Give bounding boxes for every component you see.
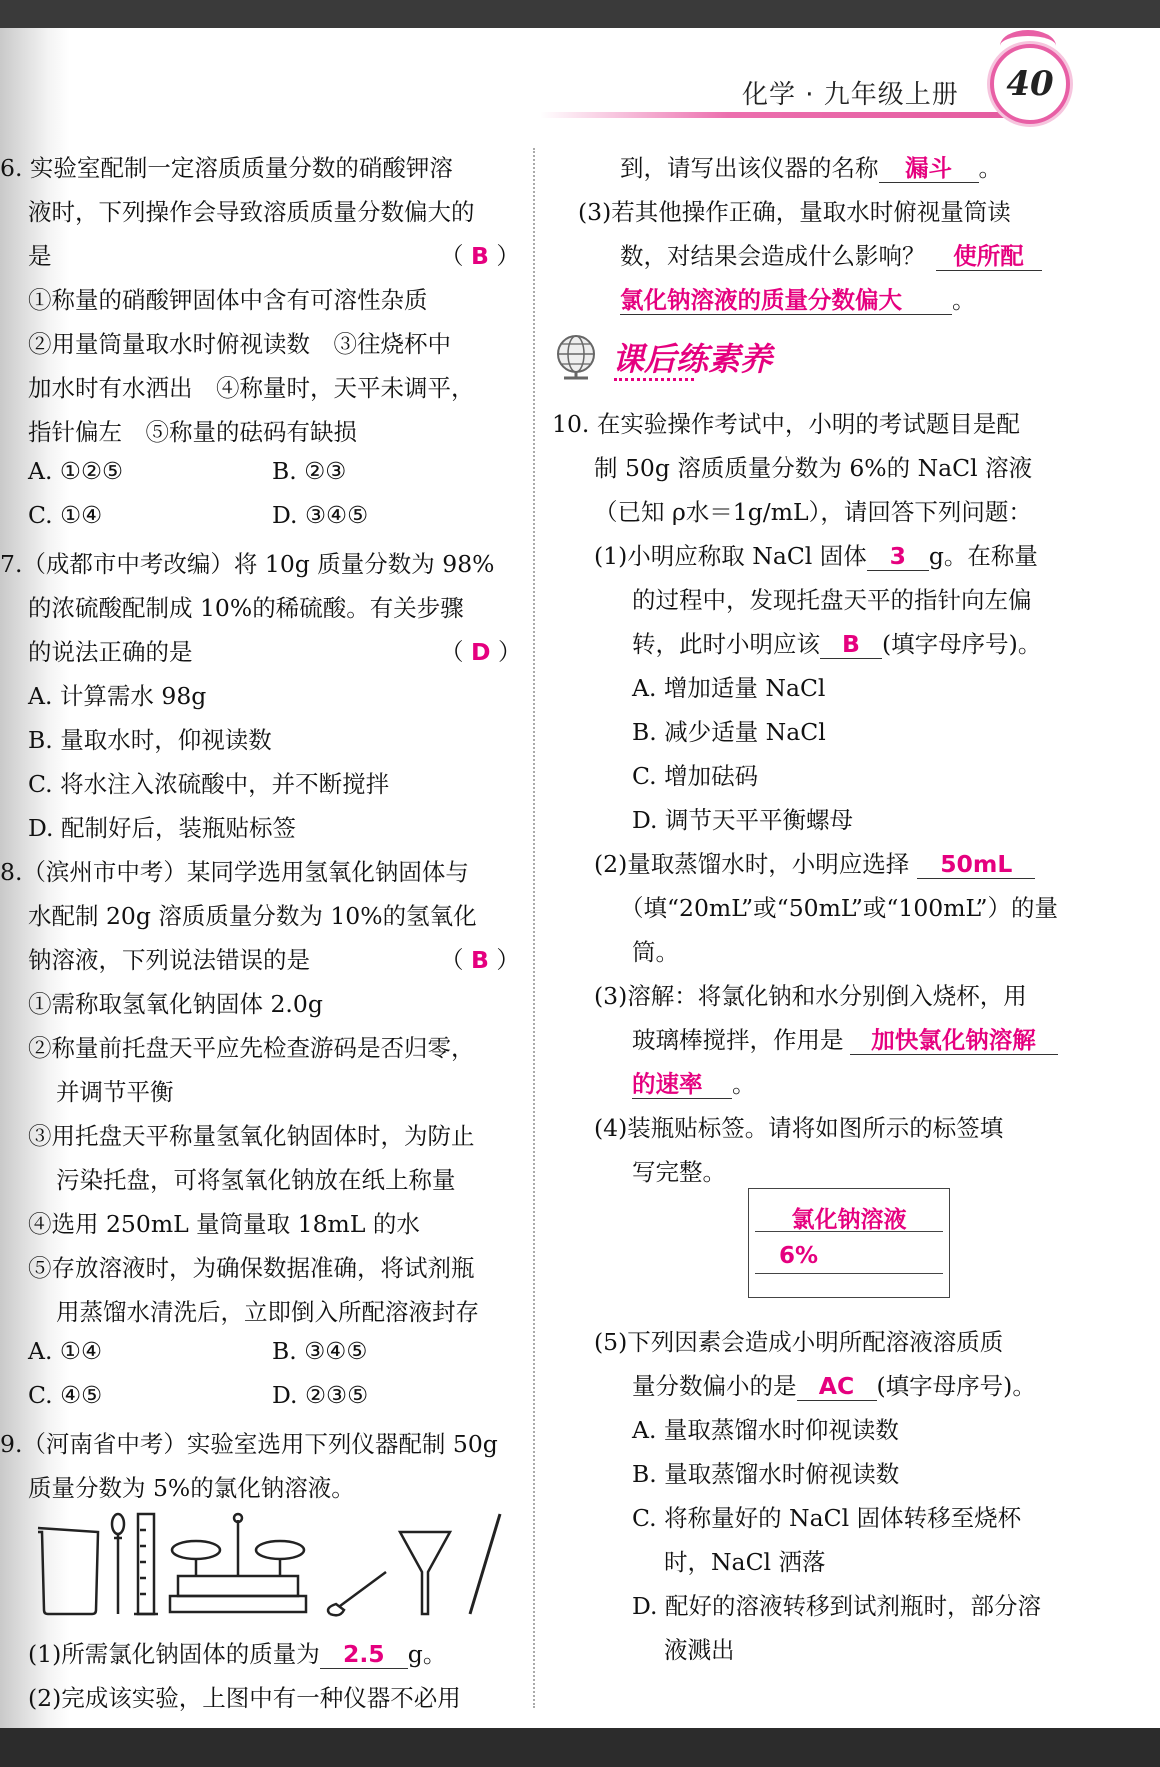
q6-option-c: C. ①④: [28, 501, 103, 529]
lab-instruments-illustration: [30, 1510, 520, 1620]
q10-part5-text: 量分数偏小的是: [632, 1372, 797, 1400]
q10-part1-option-c: C. 增加砝码: [632, 762, 759, 790]
bottom-bar: [0, 1728, 1160, 1767]
q8-option-d: D. ②③⑤: [272, 1381, 369, 1409]
funnel-icon: [400, 1532, 450, 1614]
reagent-label-concentration: 6%: [779, 1243, 819, 1269]
q10-part5-option-d-cont: 液溅出: [664, 1636, 735, 1664]
q10-part3-text: 玻璃棒搅拌，作用是: [632, 1026, 844, 1054]
q7-option-b: B. 量取水时，仰视读数: [28, 726, 272, 754]
q10-part1-text3: 转，此时小明应该: [632, 630, 820, 658]
q10-line1: 10. 在实验操作考试中，小明的考试题目是配: [552, 410, 1020, 438]
q10-part3-line1: (3)溶解：将氯化钠和水分别倒入烧杯，用: [594, 982, 1027, 1010]
q10-part5-option-a: A. 量取蒸馏水时仰视读数: [632, 1416, 899, 1444]
beaker-icon: [38, 1528, 98, 1614]
q8-statement2: ②称量前托盘天平应先检查游码是否归零，: [28, 1034, 475, 1062]
q10-part4-line2: 写完整。: [632, 1158, 726, 1186]
reagent-label-line2: [755, 1243, 943, 1274]
q6-line3: 是: [28, 242, 52, 270]
q8-option-a: A. ①④: [28, 1337, 103, 1365]
reagent-label-line1: [755, 1201, 943, 1232]
q9-line1: 9.（河南省中考）实验室选用下列仪器配制 50g: [0, 1430, 498, 1458]
q9-part1-answer: 2.5: [320, 1642, 408, 1669]
q8-line3: 钠溶液，下列说法错误的是: [28, 946, 310, 974]
q6-option-b: B. ②③: [272, 457, 347, 485]
q6-statement1: ①称量的硝酸钾固体中含有可溶性杂质: [28, 286, 428, 314]
q6-statement3: 加水时有水洒出 ④称量时，天平未调平，: [28, 374, 475, 402]
q10-part2-answer: 50mL: [917, 852, 1035, 879]
q8-answer-paren: （ B ）: [440, 946, 520, 974]
page-number: 40: [1006, 64, 1054, 104]
q8-line2: 水配制 20g 溶质质量分数为 10%的氢氧化: [28, 902, 477, 930]
q10-line2: 制 50g 溶质质量分数为 6%的 NaCl 溶液: [594, 454, 1033, 482]
q8-statement2-cont: 并调节平衡: [56, 1078, 174, 1106]
q8-statement1: ①需称取氢氧化钠固体 2.0g: [28, 990, 323, 1018]
q9-cont-text: 到，请写出该仪器的名称: [620, 154, 879, 182]
column-divider: [533, 148, 535, 1708]
q7-answer-paren: （ D ）: [440, 638, 522, 666]
q9-part2: (2)完成该实验，上图中有一种仪器不必用: [28, 1684, 461, 1712]
q6-answer-paren: （ B ）: [440, 242, 520, 270]
q7-option-d: D. 配制好后，装瓶贴标签: [28, 814, 296, 842]
q10-part2-line2: （填“20mL”或“50mL”或“100mL”）的量: [620, 894, 1059, 922]
q10-part3-answer2: 的速率: [632, 1072, 732, 1099]
reagent-label-name: 氯化钠溶液: [791, 1207, 907, 1233]
q6-option-d: D. ③④⑤: [272, 501, 369, 529]
q9-part3-question: 数，对结果会造成什么影响？: [620, 242, 926, 270]
q10-part5-line1: (5)下列因素会造成小明所配溶液溶质质: [594, 1328, 1004, 1356]
q6-statement4: 指针偏左 ⑤称量的砝码有缺损: [28, 418, 357, 446]
q8-statement3-cont: 污染托盘，可将氢氧化钠放在纸上称量: [56, 1166, 456, 1194]
q10-part3-period: 。: [732, 1070, 756, 1098]
q9-line2: 质量分数为 5%的氯化钠溶液。: [28, 1474, 355, 1502]
q6-answer: B: [470, 242, 489, 270]
q8-line1: 8.（滨州市中考）某同学选用氢氧化钠固体与: [0, 858, 469, 886]
q7-option-a: A. 计算需水 98g: [28, 682, 207, 710]
header-rule: [540, 112, 1010, 118]
section-title-dots: [614, 378, 694, 381]
q10-part5-option-c-cont: 时，NaCl 洒落: [664, 1548, 826, 1576]
q10-part3-line3: [632, 1065, 756, 1099]
q10-part1-answer2: B: [820, 632, 882, 659]
q7-option-c: C. 将水注入浓硫酸中，并不断搅拌: [28, 770, 390, 798]
q10-part2-line1: [594, 845, 1035, 879]
q8-answer: B: [470, 946, 489, 974]
q9-part3-answer1: 使所配: [936, 244, 1042, 271]
header-subject: 化学 · 九年级上册: [742, 80, 959, 110]
q9-part1: [28, 1635, 446, 1669]
spatula-icon: [328, 1572, 386, 1615]
q10-part5-option-b: B. 量取蒸馏水时俯视读数: [632, 1460, 900, 1488]
q10-part3-answer1: 加快氯化钠溶解: [850, 1028, 1058, 1055]
q10-part5-text2: (填字母序号)。: [876, 1372, 1036, 1400]
q6-line2: 液时，下列操作会导致溶质质量分数偏大的: [28, 198, 475, 226]
q10-part1-line3: [632, 625, 1041, 659]
section-title: 课后练素养: [612, 340, 773, 378]
q10-part5-option-c: C. 将称量好的 NaCl 固体转移至烧杯: [632, 1504, 1022, 1532]
q9-part1-text: (1)所需氯化钠固体的质量为: [28, 1640, 320, 1668]
q10-part3-line2: [632, 1021, 1058, 1055]
q8-statement3: ③用托盘天平称量氢氧化钠固体时，为防止: [28, 1122, 475, 1150]
q10-part1-option-a: A. 增加适量 NaCl: [632, 674, 826, 702]
q10-part1-text2: g。在称量: [928, 542, 1038, 570]
q6-option-a: A. ①②⑤: [28, 457, 124, 485]
q9-cont-line1: [620, 149, 1002, 183]
q10-part5-line2: [632, 1367, 1036, 1401]
q10-line3: （已知 ρ水＝1g/mL），请回答下列问题：: [594, 498, 1032, 526]
glass-rod-icon: [470, 1514, 500, 1614]
q9-part2-answer: 漏斗: [879, 156, 979, 183]
q10-part1-text4: (填字母序号)。: [882, 630, 1042, 658]
q10-part2-text: (2)量取蒸馏水时，小明应选择: [594, 850, 910, 878]
q10-part4-line1: (4)装瓶贴标签。请将如图所示的标签填: [594, 1114, 1004, 1142]
q9-part3-line1: (3)若其他操作正确，量取水时俯视量筒读: [578, 198, 1011, 226]
q10-part5-option-d: D. 配好的溶液转移到试剂瓶时，部分溶: [632, 1592, 1041, 1620]
q9-cont-period: 。: [978, 154, 1002, 182]
q7-line2: 的浓硫酸配制成 10%的稀硫酸。有关步骤: [28, 594, 464, 622]
q10-part1-line1: [594, 537, 1038, 571]
q10-part5-answer: AC: [797, 1374, 877, 1401]
q6-statement2: ②用量筒量取水时俯视读数 ③往烧杯中: [28, 330, 451, 358]
page-number-badge: [990, 44, 1070, 124]
q10-part2-line3: 筒。: [632, 938, 679, 966]
q10-part1-text: (1)小明应称取 NaCl 固体: [594, 542, 867, 570]
q6-line1: 6. 实验室配制一定溶质质量分数的硝酸钾溶: [0, 154, 453, 182]
q10-part1-answer: 3: [867, 544, 929, 571]
q7-line3: 的说法正确的是: [28, 638, 193, 666]
q9-part3-line3: [620, 281, 976, 315]
q9-part3-answer2: 氯化钠溶液的质量分数偏大: [620, 288, 952, 315]
globe-icon: [550, 330, 606, 386]
q7-answer: D: [470, 638, 491, 666]
q9-part3-period: 。: [952, 286, 976, 314]
q8-option-c: C. ④⑤: [28, 1381, 103, 1409]
q10-part1-line2: 的过程中，发现托盘天平的指针向左偏: [632, 586, 1032, 614]
q10-part1-option-b: B. 减少适量 NaCl: [632, 718, 826, 746]
q9-part3-line2: [620, 237, 1042, 271]
q10-part1-option-d: D. 调节天平平衡螺母: [632, 806, 853, 834]
q8-option-b: B. ③④⑤: [272, 1337, 368, 1365]
balance-icon: [170, 1514, 306, 1612]
q8-statement5-cont: 用蒸馏水清洗后，立即倒入所配溶液封存: [56, 1298, 479, 1326]
reagent-label: [748, 1188, 950, 1298]
q8-statement5: ⑤存放溶液时，为确保数据准确，将试剂瓶: [28, 1254, 475, 1282]
dropper-icon: [112, 1514, 124, 1614]
q7-line1: 7.（成都市中考改编）将 10g 质量分数为 98%: [0, 550, 495, 578]
graduated-cylinder-icon: [134, 1514, 158, 1614]
q8-statement4: ④选用 250mL 量筒量取 18mL 的水: [28, 1210, 420, 1238]
q9-part1-unit: g。: [407, 1640, 447, 1668]
